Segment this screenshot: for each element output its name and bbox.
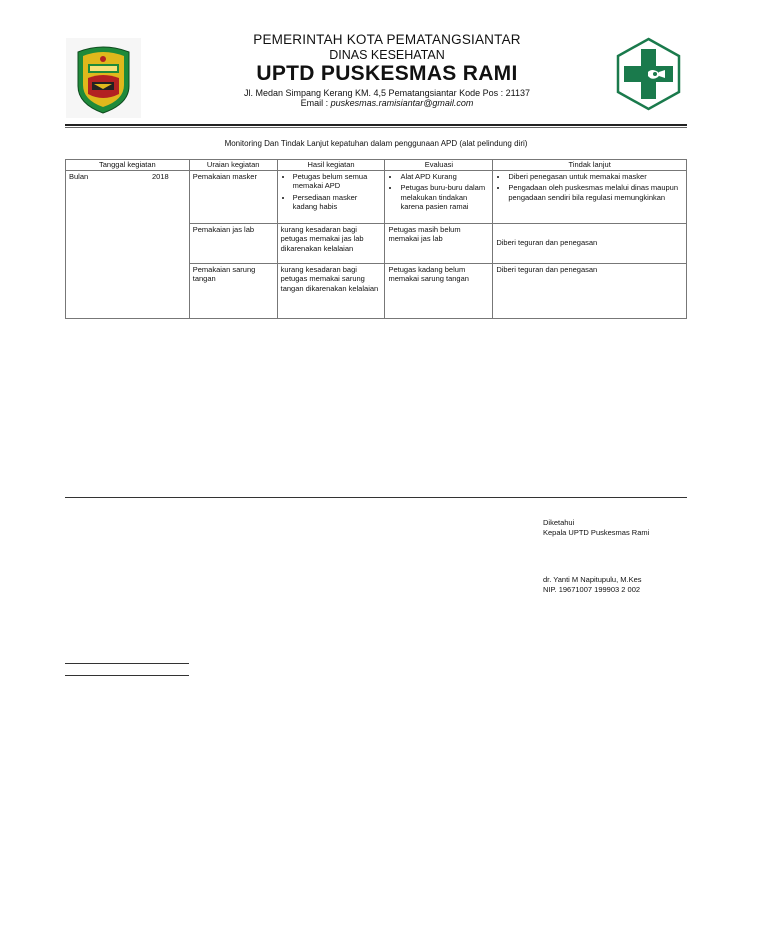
signature-name: dr. Yanti M Napitupulu, M.Kes (543, 575, 642, 584)
header-hasil: Hasil kegiatan (277, 160, 385, 171)
blank-signature-line (65, 663, 189, 664)
letterhead-government: PEMERINTAH KOTA PEMATANGSIANTAR (253, 32, 521, 47)
cell-uraian: Pemakaian masker (189, 170, 277, 223)
cell-hasil (277, 170, 385, 223)
year-label: 2018 (152, 171, 169, 181)
letterhead-department: DINAS KESEHATAN (329, 48, 445, 62)
list-item: • Diberi penegasan untuk memakai masker (508, 172, 683, 182)
header-uraian: Uraian kegiatan (189, 160, 277, 171)
cell-tanggal (66, 170, 190, 318)
list-item: • Petugas buru-buru dalam melakukan tindakan karena pasien ramai (400, 183, 489, 212)
table-row (66, 170, 687, 223)
signature-position: Kepala UPTD Puskesmas Rami (543, 528, 650, 537)
header-evaluasi: Evaluasi (385, 160, 493, 171)
cell-uraian: Pemakaian jas lab (189, 223, 277, 263)
cell-tindak-lanjut: Diberi teguran dan penegasan (493, 223, 687, 263)
cell-tindak-lanjut: Diberi teguran dan penegasan (493, 263, 687, 318)
email-label: Email : (300, 98, 331, 108)
cell-evaluasi (385, 170, 493, 223)
header-tindak-lanjut: Tindak lanjut (493, 160, 687, 171)
letterhead-address: Jl. Medan Simpang Kerang KM. 4,5 Pematangsiantar Kode Pos : 21137 (243, 88, 530, 98)
blank-signature-line (65, 675, 189, 676)
monitoring-table (65, 159, 687, 319)
cell-hasil: kurang kesadaran bagi petugas memakai sarung tangan dikarenakan kelalaian (277, 263, 385, 318)
letterhead-rule-thick (65, 124, 687, 126)
month-label: Bulan (69, 171, 89, 181)
cell-tindak-lanjut (493, 170, 687, 223)
list-item: • Petugas belum semua memakai APD (293, 172, 382, 191)
city-emblem-logo (66, 38, 141, 118)
letterhead-email (187, 98, 587, 108)
email-address: puskesmas.ramisiantar@gmail.com (330, 98, 474, 108)
table-header-row (66, 160, 687, 171)
cell-evaluasi: Petugas masih belum memakai jas lab (385, 223, 493, 263)
list-item: • Alat APD Kurang (400, 172, 489, 182)
list-item: • Pengadaan oleh puskesmas melalui dinas maupun pengadaan sendiri bila regulasi memungkinkan (508, 183, 683, 202)
document-title: Monitoring Dan Tindak Lanjut kepatuhan dalam penggunaan APD (alat pelindung diri) (224, 139, 528, 148)
letterhead-title: UPTD PUSKESMAS RAMI (256, 62, 518, 85)
cell-evaluasi: Petugas kadang belum memakai sarung tangan (385, 263, 493, 318)
header-tanggal: Tanggal kegiatan (66, 160, 190, 171)
cell-hasil: kurang kesadaran bagi petugas memakai jas lab dikarenakan kelalaian (277, 223, 385, 263)
section-divider (65, 497, 687, 498)
signature-nip: NIP. 19671007 199903 2 002 (543, 585, 641, 594)
list-item: • Persediaan masker kadang habis (293, 193, 382, 212)
letterhead-rule-thin (65, 127, 687, 128)
cell-uraian: Pemakaian sarung tangan (189, 263, 277, 318)
signature-known-label: Diketahui (543, 518, 575, 527)
puskesmas-logo (615, 37, 682, 111)
